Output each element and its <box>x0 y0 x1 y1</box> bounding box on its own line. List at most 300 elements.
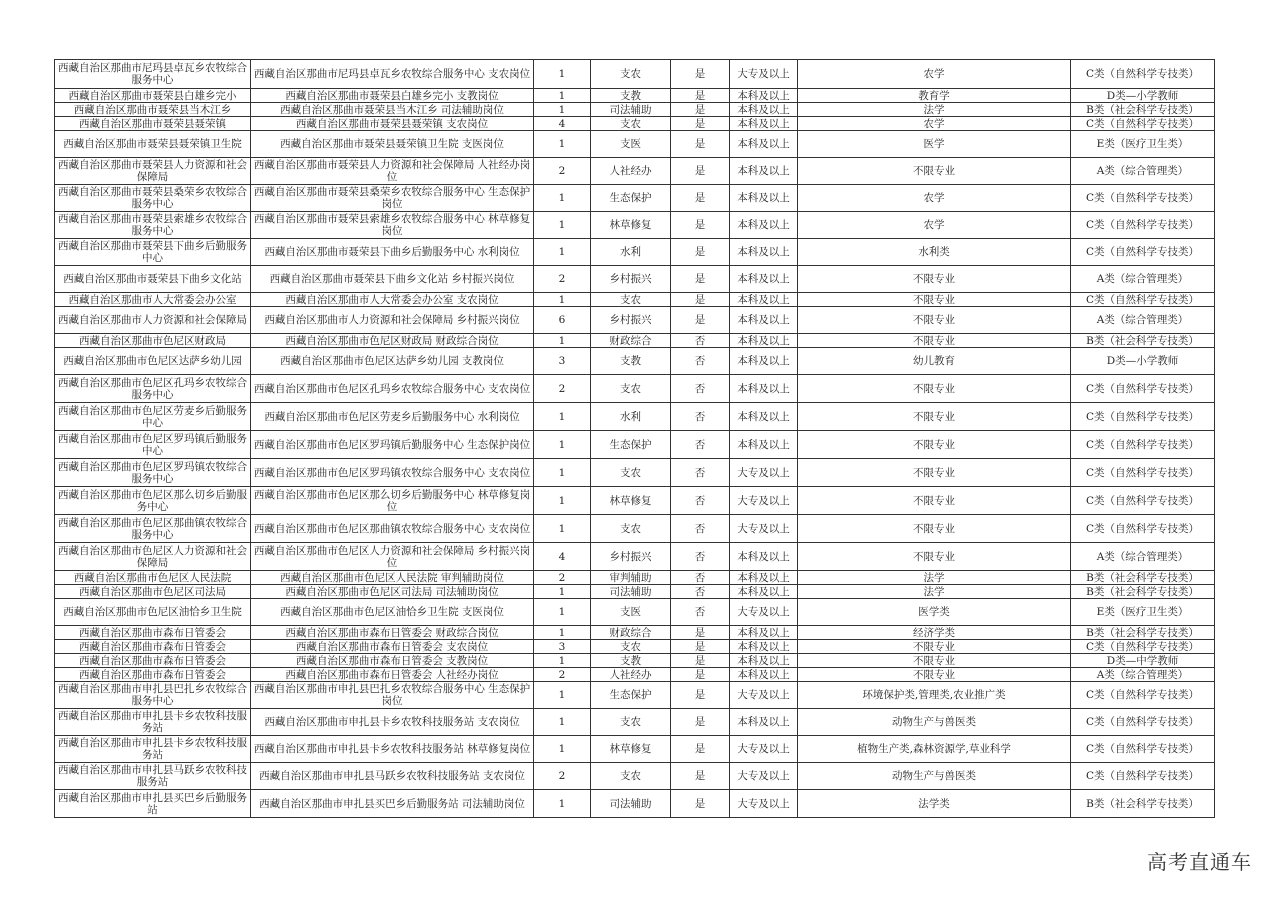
cell-category: C类（自然科学专技类） <box>1071 375 1215 403</box>
cell-flag: 否 <box>671 543 730 571</box>
cell-major: 幼儿教育 <box>798 348 1071 375</box>
cell-unit: 西藏自治区那曲市色尼区罗玛镇农牧综合服务中心 <box>55 459 251 487</box>
cell-flag: 是 <box>671 709 730 736</box>
cell-type: 支农 <box>591 709 671 736</box>
cell-flag: 是 <box>671 89 730 103</box>
cell-count: 3 <box>534 348 591 375</box>
cell-major: 动物生产与兽医类 <box>798 763 1071 790</box>
table-row <box>55 431 1215 459</box>
cell-type: 财政综合 <box>591 334 671 348</box>
cell-education: 本科及以上 <box>730 185 798 212</box>
cell-type: 林草修复 <box>591 487 671 515</box>
cell-unit: 西藏自治区那曲市聂荣县索雄乡农牧综合服务中心 <box>55 212 251 239</box>
cell-count: 1 <box>534 599 591 626</box>
cell-post: 西藏自治区那曲市森布日管委会 支农岗位 <box>251 640 534 654</box>
cell-unit: 西藏自治区那曲市聂荣县聂荣镇 <box>55 117 251 131</box>
cell-category: D类—小学教师 <box>1071 89 1215 103</box>
cell-count: 1 <box>534 654 591 668</box>
cell-major: 不限专业 <box>798 543 1071 571</box>
cell-post: 西藏自治区那曲市色尼区人民法院 审判辅助岗位 <box>251 571 534 585</box>
cell-type: 乡村振兴 <box>591 307 671 334</box>
table-row <box>55 654 1215 668</box>
cell-flag: 是 <box>671 103 730 117</box>
cell-unit: 西藏自治区那曲市聂荣县人力资源和社会保障局 <box>55 158 251 185</box>
cell-count: 4 <box>534 543 591 571</box>
cell-type: 支农 <box>591 375 671 403</box>
table-row <box>55 89 1215 103</box>
cell-category: B类（社会科学专技类） <box>1071 585 1215 599</box>
cell-education: 本科及以上 <box>730 709 798 736</box>
cell-post: 西藏自治区那曲市申扎县卡乡农牧科技服务站 林草修复岗位 <box>251 736 534 763</box>
cell-count: 1 <box>534 431 591 459</box>
cell-category: E类（医疗卫生类） <box>1071 131 1215 158</box>
cell-unit: 西藏自治区那曲市申扎县卡乡农牧科技服务站 <box>55 736 251 763</box>
table-row <box>55 640 1215 654</box>
cell-flag: 否 <box>671 334 730 348</box>
table-row <box>55 599 1215 626</box>
cell-count: 1 <box>534 515 591 543</box>
cell-category: C类（自然科学专技类） <box>1071 515 1215 543</box>
cell-major: 植物生产类,森林资源学,草业科学 <box>798 736 1071 763</box>
table-row <box>55 212 1215 239</box>
cell-type: 支农 <box>591 515 671 543</box>
cell-type: 支医 <box>591 599 671 626</box>
cell-unit: 西藏自治区那曲市森布日管委会 <box>55 626 251 640</box>
cell-category: C类（自然科学专技类） <box>1071 459 1215 487</box>
cell-education: 大专及以上 <box>730 515 798 543</box>
cell-flag: 是 <box>671 293 730 307</box>
cell-type: 支农 <box>591 60 671 89</box>
cell-education: 本科及以上 <box>730 266 798 293</box>
table-row <box>55 375 1215 403</box>
cell-post: 西藏自治区那曲市申扎县巴扎乡农牧综合服务中心 生态保护岗位 <box>251 682 534 709</box>
cell-education: 本科及以上 <box>730 626 798 640</box>
cell-unit: 西藏自治区那曲市人大常委会办公室 <box>55 293 251 307</box>
cell-major: 不限专业 <box>798 487 1071 515</box>
cell-education: 本科及以上 <box>730 654 798 668</box>
cell-type: 生态保护 <box>591 682 671 709</box>
table-row <box>55 626 1215 640</box>
cell-major: 不限专业 <box>798 293 1071 307</box>
cell-unit: 西藏自治区那曲市聂荣县桑荣乡农牧综合服务中心 <box>55 185 251 212</box>
cell-unit: 西藏自治区那曲市聂荣县白雄乡完小 <box>55 89 251 103</box>
table-row <box>55 763 1215 790</box>
cell-flag: 是 <box>671 239 730 266</box>
cell-category: C类（自然科学专技类） <box>1071 640 1215 654</box>
table-row <box>55 571 1215 585</box>
cell-type: 司法辅助 <box>591 103 671 117</box>
cell-flag: 否 <box>671 599 730 626</box>
cell-type: 审判辅助 <box>591 571 671 585</box>
cell-category: C类（自然科学专技类） <box>1071 239 1215 266</box>
cell-education: 本科及以上 <box>730 89 798 103</box>
cell-category: C类（自然科学专技类） <box>1071 60 1215 89</box>
cell-type: 财政综合 <box>591 626 671 640</box>
cell-major: 不限专业 <box>798 266 1071 293</box>
cell-major: 法学类 <box>798 790 1071 818</box>
cell-unit: 西藏自治区那曲市申扎县巴扎乡农牧综合服务中心 <box>55 682 251 709</box>
cell-type: 水利 <box>591 403 671 431</box>
cell-count: 2 <box>534 668 591 682</box>
cell-education: 大专及以上 <box>730 763 798 790</box>
table-row <box>55 487 1215 515</box>
cell-education: 本科及以上 <box>730 239 798 266</box>
cell-post: 西藏自治区那曲市申扎县马跃乡农牧科技服务站 支农岗位 <box>251 763 534 790</box>
table-row <box>55 334 1215 348</box>
cell-count: 2 <box>534 266 591 293</box>
cell-type: 支农 <box>591 117 671 131</box>
cell-type: 水利 <box>591 239 671 266</box>
cell-education: 大专及以上 <box>730 790 798 818</box>
cell-flag: 是 <box>671 626 730 640</box>
cell-flag: 否 <box>671 585 730 599</box>
cell-category: B类（社会科学专技类） <box>1071 571 1215 585</box>
cell-flag: 是 <box>671 654 730 668</box>
cell-type: 支医 <box>591 131 671 158</box>
cell-count: 1 <box>534 185 591 212</box>
cell-education: 本科及以上 <box>730 307 798 334</box>
cell-major: 动物生产与兽医类 <box>798 709 1071 736</box>
cell-education: 本科及以上 <box>730 585 798 599</box>
cell-flag: 否 <box>671 515 730 543</box>
cell-major: 农学 <box>798 117 1071 131</box>
cell-category: B类（社会科学专技类） <box>1071 334 1215 348</box>
cell-category: D类—小学教师 <box>1071 348 1215 375</box>
cell-count: 1 <box>534 682 591 709</box>
cell-post: 西藏自治区那曲市色尼区司法局 司法辅助岗位 <box>251 585 534 599</box>
cell-unit: 西藏自治区那曲市森布日管委会 <box>55 668 251 682</box>
cell-unit: 西藏自治区那曲市色尼区劳麦乡后勤服务中心 <box>55 403 251 431</box>
cell-type: 支农 <box>591 293 671 307</box>
cell-count: 1 <box>534 293 591 307</box>
cell-count: 3 <box>534 640 591 654</box>
cell-flag: 是 <box>671 212 730 239</box>
cell-count: 1 <box>534 212 591 239</box>
cell-major: 农学 <box>798 212 1071 239</box>
cell-education: 本科及以上 <box>730 571 798 585</box>
cell-type: 支农 <box>591 640 671 654</box>
cell-post: 西藏自治区那曲市森布日管委会 财政综合岗位 <box>251 626 534 640</box>
cell-category: B类（社会科学专技类） <box>1071 626 1215 640</box>
cell-unit: 西藏自治区那曲市森布日管委会 <box>55 654 251 668</box>
table-row <box>55 158 1215 185</box>
cell-major: 不限专业 <box>798 403 1071 431</box>
cell-flag: 否 <box>671 459 730 487</box>
table-row <box>55 709 1215 736</box>
cell-education: 本科及以上 <box>730 103 798 117</box>
cell-unit: 西藏自治区那曲市色尼区那曲镇农牧综合服务中心 <box>55 515 251 543</box>
cell-unit: 西藏自治区那曲市色尼区油恰乡卫生院 <box>55 599 251 626</box>
cell-flag: 否 <box>671 431 730 459</box>
cell-type: 支教 <box>591 89 671 103</box>
cell-unit: 西藏自治区那曲市色尼区司法局 <box>55 585 251 599</box>
cell-post: 西藏自治区那曲市聂荣县下曲乡后勤服务中心 水利岗位 <box>251 239 534 266</box>
cell-education: 本科及以上 <box>730 431 798 459</box>
cell-unit: 西藏自治区那曲市聂荣县聂荣镇卫生院 <box>55 131 251 158</box>
cell-major: 农学 <box>798 60 1071 89</box>
cell-post: 西藏自治区那曲市色尼区那么切乡后勤服务中心 林草修复岗位 <box>251 487 534 515</box>
cell-major: 不限专业 <box>798 459 1071 487</box>
table-row <box>55 668 1215 682</box>
cell-flag: 是 <box>671 640 730 654</box>
cell-category: A类（综合管理类） <box>1071 158 1215 185</box>
cell-flag: 否 <box>671 348 730 375</box>
cell-flag: 是 <box>671 117 730 131</box>
cell-count: 1 <box>534 60 591 89</box>
cell-unit: 西藏自治区那曲市色尼区孔玛乡农牧综合服务中心 <box>55 375 251 403</box>
cell-education: 本科及以上 <box>730 131 798 158</box>
cell-major: 法学 <box>798 103 1071 117</box>
cell-unit: 西藏自治区那曲市色尼区罗玛镇后勤服务中心 <box>55 431 251 459</box>
table-row <box>55 682 1215 709</box>
cell-type: 司法辅助 <box>591 585 671 599</box>
cell-major: 医学类 <box>798 599 1071 626</box>
cell-post: 西藏自治区那曲市聂荣县当木江乡 司法辅助岗位 <box>251 103 534 117</box>
cell-education: 本科及以上 <box>730 293 798 307</box>
positions-table-body <box>55 60 1215 818</box>
cell-major: 环境保护类,管理类,农业推广类 <box>798 682 1071 709</box>
cell-unit: 西藏自治区那曲市色尼区人民法院 <box>55 571 251 585</box>
cell-flag: 是 <box>671 266 730 293</box>
cell-major: 不限专业 <box>798 668 1071 682</box>
cell-flag: 是 <box>671 158 730 185</box>
table-row <box>55 266 1215 293</box>
cell-education: 本科及以上 <box>730 212 798 239</box>
cell-major: 教育学 <box>798 89 1071 103</box>
cell-unit: 西藏自治区那曲市森布日管委会 <box>55 640 251 654</box>
cell-flag: 否 <box>671 403 730 431</box>
cell-flag: 否 <box>671 571 730 585</box>
cell-type: 人社经办 <box>591 668 671 682</box>
cell-education: 大专及以上 <box>730 487 798 515</box>
cell-major: 不限专业 <box>798 375 1071 403</box>
cell-unit: 西藏自治区那曲市申扎县马跃乡农牧科技服务站 <box>55 763 251 790</box>
cell-education: 大专及以上 <box>730 736 798 763</box>
cell-education: 本科及以上 <box>730 403 798 431</box>
cell-count: 1 <box>534 334 591 348</box>
cell-post: 西藏自治区那曲市色尼区那曲镇农牧综合服务中心 支农岗位 <box>251 515 534 543</box>
cell-education: 本科及以上 <box>730 375 798 403</box>
cell-unit: 西藏自治区那曲市申扎县卡乡农牧科技服务站 <box>55 709 251 736</box>
cell-education: 大专及以上 <box>730 459 798 487</box>
cell-major: 经济学类 <box>798 626 1071 640</box>
cell-count: 1 <box>534 487 591 515</box>
cell-category: C类（自然科学专技类） <box>1071 763 1215 790</box>
cell-category: C类（自然科学专技类） <box>1071 185 1215 212</box>
cell-count: 2 <box>534 763 591 790</box>
cell-type: 司法辅助 <box>591 790 671 818</box>
cell-type: 生态保护 <box>591 185 671 212</box>
cell-category: A类（综合管理类） <box>1071 668 1215 682</box>
table-row <box>55 515 1215 543</box>
cell-category: C类（自然科学专技类） <box>1071 709 1215 736</box>
table-row <box>55 60 1215 89</box>
cell-count: 1 <box>534 239 591 266</box>
cell-count: 1 <box>534 585 591 599</box>
cell-unit: 西藏自治区那曲市聂荣县下曲乡文化站 <box>55 266 251 293</box>
table-row <box>55 117 1215 131</box>
cell-education: 大专及以上 <box>730 60 798 89</box>
cell-type: 人社经办 <box>591 158 671 185</box>
cell-unit: 西藏自治区那曲市色尼区财政局 <box>55 334 251 348</box>
cell-flag: 是 <box>671 790 730 818</box>
cell-type: 支农 <box>591 763 671 790</box>
cell-category: B类（社会科学专技类） <box>1071 103 1215 117</box>
cell-flag: 是 <box>671 668 730 682</box>
cell-major: 不限专业 <box>798 654 1071 668</box>
cell-post: 西藏自治区那曲市色尼区孔玛乡农牧综合服务中心 支农岗位 <box>251 375 534 403</box>
cell-unit: 西藏自治区那曲市色尼区那么切乡后勤服务中心 <box>55 487 251 515</box>
cell-count: 1 <box>534 131 591 158</box>
cell-post: 西藏自治区那曲市聂荣县聂荣镇 支农岗位 <box>251 117 534 131</box>
cell-flag: 是 <box>671 185 730 212</box>
cell-post: 西藏自治区那曲市聂荣县索雄乡农牧综合服务中心 林草修复岗位 <box>251 212 534 239</box>
cell-post: 西藏自治区那曲市色尼区罗玛镇后勤服务中心 生态保护岗位 <box>251 431 534 459</box>
cell-count: 1 <box>534 736 591 763</box>
cell-education: 本科及以上 <box>730 158 798 185</box>
cell-category: A类（综合管理类） <box>1071 307 1215 334</box>
cell-unit: 西藏自治区那曲市色尼区人力资源和社会保障局 <box>55 543 251 571</box>
cell-type: 林草修复 <box>591 736 671 763</box>
cell-education: 本科及以上 <box>730 668 798 682</box>
cell-post: 西藏自治区那曲市聂荣县白雄乡完小 支教岗位 <box>251 89 534 103</box>
cell-type: 乡村振兴 <box>591 266 671 293</box>
cell-category: C类（自然科学专技类） <box>1071 682 1215 709</box>
cell-category: C类（自然科学专技类） <box>1071 117 1215 131</box>
cell-count: 1 <box>534 89 591 103</box>
cell-major: 法学 <box>798 585 1071 599</box>
cell-post: 西藏自治区那曲市聂荣县聂荣镇卫生院 支医岗位 <box>251 131 534 158</box>
cell-major: 不限专业 <box>798 158 1071 185</box>
cell-type: 乡村振兴 <box>591 543 671 571</box>
cell-major: 不限专业 <box>798 431 1071 459</box>
cell-post: 西藏自治区那曲市人大常委会办公室 支农岗位 <box>251 293 534 307</box>
cell-category: E类（医疗卫生类） <box>1071 599 1215 626</box>
cell-category: A类（综合管理类） <box>1071 543 1215 571</box>
cell-education: 本科及以上 <box>730 334 798 348</box>
cell-post: 西藏自治区那曲市人力资源和社会保障局 乡村振兴岗位 <box>251 307 534 334</box>
cell-count: 2 <box>534 158 591 185</box>
table-row <box>55 403 1215 431</box>
cell-education: 本科及以上 <box>730 348 798 375</box>
table-row <box>55 459 1215 487</box>
table-row <box>55 131 1215 158</box>
cell-major: 医学 <box>798 131 1071 158</box>
cell-flag: 否 <box>671 375 730 403</box>
cell-category: C类（自然科学专技类） <box>1071 431 1215 459</box>
cell-unit: 西藏自治区那曲市聂荣县当木江乡 <box>55 103 251 117</box>
cell-education: 本科及以上 <box>730 117 798 131</box>
cell-flag: 是 <box>671 307 730 334</box>
cell-post: 西藏自治区那曲市聂荣县下曲乡文化站 乡村振兴岗位 <box>251 266 534 293</box>
cell-flag: 是 <box>671 682 730 709</box>
cell-count: 1 <box>534 103 591 117</box>
cell-count: 1 <box>534 790 591 818</box>
cell-post: 西藏自治区那曲市森布日管委会 人社经办岗位 <box>251 668 534 682</box>
cell-unit: 西藏自治区那曲市色尼区达萨乡幼儿园 <box>55 348 251 375</box>
cell-major: 水利类 <box>798 239 1071 266</box>
cell-category: A类（综合管理类） <box>1071 266 1215 293</box>
table-row <box>55 103 1215 117</box>
cell-flag: 否 <box>671 487 730 515</box>
cell-education: 本科及以上 <box>730 640 798 654</box>
cell-category: C类（自然科学专技类） <box>1071 403 1215 431</box>
cell-post: 西藏自治区那曲市森布日管委会 支教岗位 <box>251 654 534 668</box>
cell-flag: 是 <box>671 763 730 790</box>
cell-unit: 西藏自治区那曲市申扎县买巴乡后勤服务站 <box>55 790 251 818</box>
cell-unit: 西藏自治区那曲市人力资源和社会保障局 <box>55 307 251 334</box>
cell-count: 1 <box>534 403 591 431</box>
table-row <box>55 293 1215 307</box>
cell-type: 林草修复 <box>591 212 671 239</box>
cell-post: 西藏自治区那曲市申扎县买巴乡后勤服务站 司法辅助岗位 <box>251 790 534 818</box>
cell-major: 不限专业 <box>798 334 1071 348</box>
cell-major: 不限专业 <box>798 307 1071 334</box>
table-row <box>55 239 1215 266</box>
cell-post: 西藏自治区那曲市聂荣县桑荣乡农牧综合服务中心 生态保护岗位 <box>251 185 534 212</box>
watermark-logo: 高考直通车 <box>1147 850 1252 874</box>
cell-count: 1 <box>534 459 591 487</box>
cell-category: C类（自然科学专技类） <box>1071 487 1215 515</box>
cell-post: 西藏自治区那曲市色尼区达萨乡幼儿园 支教岗位 <box>251 348 534 375</box>
cell-category: D类—中学教师 <box>1071 654 1215 668</box>
cell-post: 西藏自治区那曲市色尼区罗玛镇农牧综合服务中心 支农岗位 <box>251 459 534 487</box>
cell-education: 大专及以上 <box>730 599 798 626</box>
cell-flag: 是 <box>671 131 730 158</box>
cell-category: B类（社会科学专技类） <box>1071 790 1215 818</box>
table-row <box>55 307 1215 334</box>
cell-flag: 是 <box>671 736 730 763</box>
cell-unit: 西藏自治区那曲市尼玛县卓瓦乡农牧综合服务中心 <box>55 60 251 89</box>
table-row <box>55 543 1215 571</box>
cell-major: 不限专业 <box>798 515 1071 543</box>
table-row <box>55 736 1215 763</box>
cell-count: 1 <box>534 626 591 640</box>
cell-post: 西藏自治区那曲市聂荣县人力资源和社会保障局 人社经办岗位 <box>251 158 534 185</box>
cell-post: 西藏自治区那曲市色尼区油恰乡卫生院 支医岗位 <box>251 599 534 626</box>
table-row <box>55 185 1215 212</box>
cell-count: 4 <box>534 117 591 131</box>
cell-count: 6 <box>534 307 591 334</box>
cell-post: 西藏自治区那曲市色尼区财政局 财政综合岗位 <box>251 334 534 348</box>
cell-category: C类（自然科学专技类） <box>1071 293 1215 307</box>
cell-category: C类（自然科学专技类） <box>1071 736 1215 763</box>
cell-count: 1 <box>534 709 591 736</box>
cell-type: 生态保护 <box>591 431 671 459</box>
cell-count: 2 <box>534 571 591 585</box>
table-row <box>55 585 1215 599</box>
cell-category: C类（自然科学专技类） <box>1071 212 1215 239</box>
cell-education: 大专及以上 <box>730 682 798 709</box>
table-row <box>55 348 1215 375</box>
cell-post: 西藏自治区那曲市尼玛县卓瓦乡农牧综合服务中心 支农岗位 <box>251 60 534 89</box>
cell-type: 支教 <box>591 348 671 375</box>
cell-major: 农学 <box>798 185 1071 212</box>
cell-type: 支教 <box>591 654 671 668</box>
cell-major: 法学 <box>798 571 1071 585</box>
cell-education: 本科及以上 <box>730 543 798 571</box>
cell-count: 2 <box>534 375 591 403</box>
cell-post: 西藏自治区那曲市色尼区人力资源和社会保障局 乡村振兴岗位 <box>251 543 534 571</box>
cell-unit: 西藏自治区那曲市聂荣县下曲乡后勤服务中心 <box>55 239 251 266</box>
positions-table <box>54 59 1215 818</box>
cell-major: 不限专业 <box>798 640 1071 654</box>
table-row <box>55 790 1215 818</box>
cell-type: 支农 <box>591 459 671 487</box>
cell-post: 西藏自治区那曲市申扎县卡乡农牧科技服务站 支农岗位 <box>251 709 534 736</box>
cell-flag: 是 <box>671 60 730 89</box>
cell-post: 西藏自治区那曲市色尼区劳麦乡后勤服务中心 水利岗位 <box>251 403 534 431</box>
